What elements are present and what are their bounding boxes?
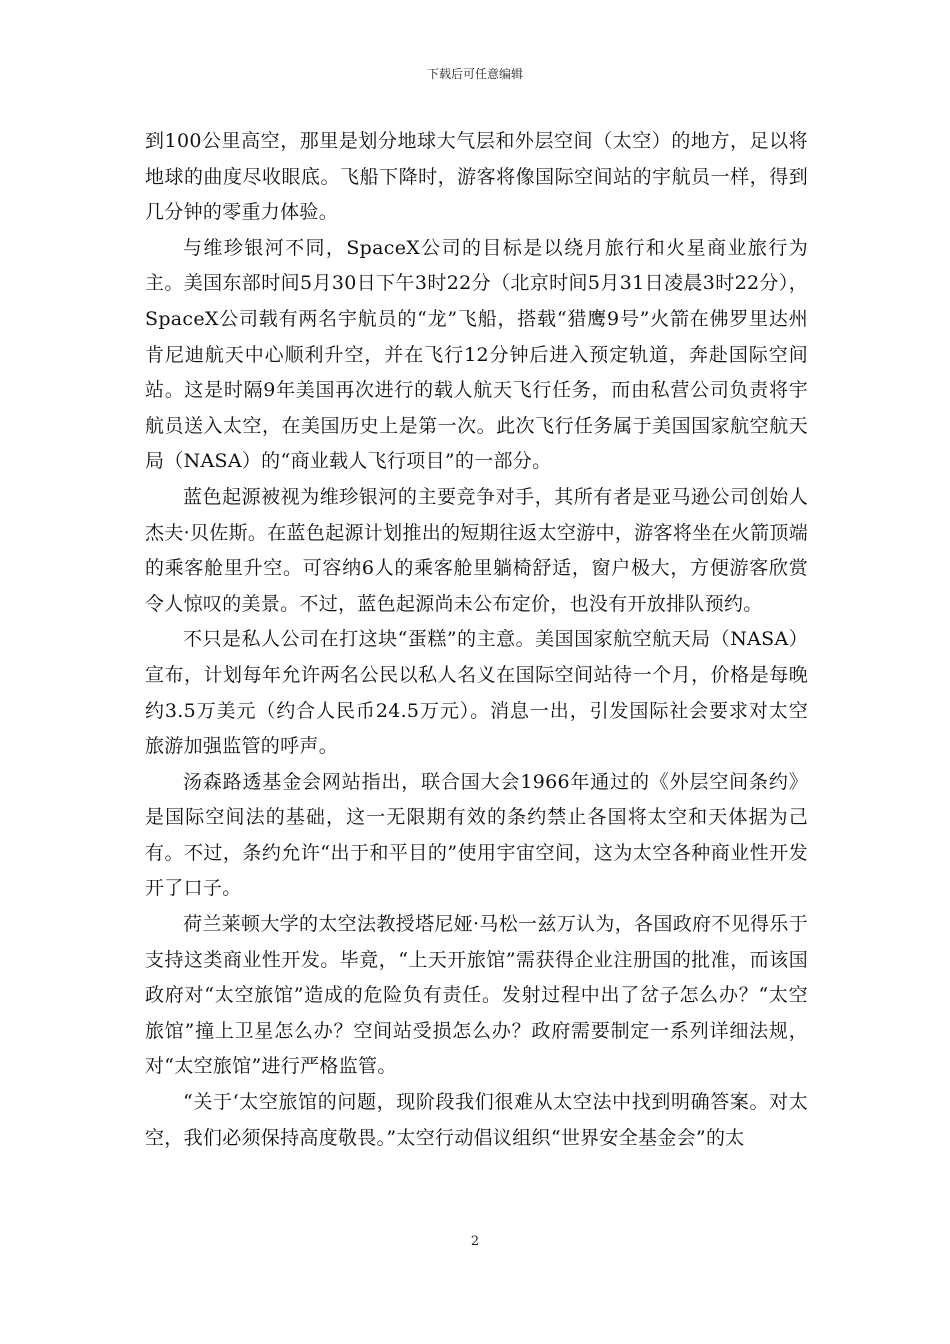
page-number: 2 (470, 1234, 480, 1249)
paragraph-5: 汤森路透基金会网站指出，联合国大会1966年通过的《外层空间条约》是国际空间法的基础，这一无限期有效的条约禁止各国将太空和天体据为己有。不过，条约允许“出于和平目的”使用宇宙空间，这为太空各种商业性开发开了口子。 (145, 770, 808, 900)
paragraph-3: 蓝色起源被视为维珍银河的主要竞争对手，其所有者是亚马逊公司创始人杰夫·贝佐斯。在蓝色起源计划推出的短期往返太空游中，游客将坐在火箭顶端的乘客舱里升空。可容纳6人的乘客舱里躺椅舒适，窗户极大，方便游客欣赏令人惊叹的美景。不过，蓝色起源尚未公布定价，也没有开放排队预约。 (145, 485, 808, 615)
paragraph-6: 荷兰莱顿大学的太空法教授塔尼娅·马松一兹万认为，各国政府不见得乐于支持这类商业性开发。毕竟，“上天开旅馆”需获得企业注册国的批准，而该国政府对“太空旅馆”造成的危险负有责任。发射过程中出了岔子怎么办？“太空旅馆”撞上卫星怎么办？空间站受损怎么办？政府需要制定一系列详细法规，对“太空旅馆”进行严格监管。 (145, 913, 808, 1078)
page-header: 下载后可任意编辑 (426, 67, 523, 81)
paragraph-1: 到100公里高空，那里是划分地球大气层和外层空间（太空）的地方，足以将地球的曲度尽收眼底。飞船下降时，游客将像国际空间站的宇航员一样，得到几分钟的零重力体验。 (145, 130, 808, 224)
paragraph-4: 不只是私人公司在打这块“蛋糕”的主意。美国国家航空航天局（NASA）宣布，计划每年允许两名公民以私人名义在国际空间站待一个月，价格是每晚约3.5万美元（约合人民币24.5万元）。消息一出，引发国际社会要求对太空旅游加强监管的呼声。 (145, 628, 808, 758)
paragraph-2: 与维珍银河不同，SpaceX公司的目标是以绕月旅行和火星商业旅行为主。美国东部时间5月30日下午3时22分（北京时间5月31日凌晨3时22分），SpaceX公司载有两名宇航员的“龙”飞船，搭载“猎鹰9号”火箭在佛罗里达州肯尼迪航天中心顺利升空，并在飞行12分钟后进入预定轨道，奔赴国际空间站。这是时隔9年美国再次进行的载人航天飞行任务，而由私营公司负责将宇航员送入太空，在美国历史上是第一次。此次飞行任务属于美国国家航空航天局（NASA）的“商业载人飞行项目”的一部分。 (145, 236, 808, 473)
paragraph-7: “关于‘太空旅馆的问题，现阶段我们很难从太空法中找到明确答案。对太空，我们必须保持高度敬畏。”太空行动倡议组织“世界安全基金会”的太 (145, 1091, 808, 1149)
document-body (145, 124, 808, 1156)
